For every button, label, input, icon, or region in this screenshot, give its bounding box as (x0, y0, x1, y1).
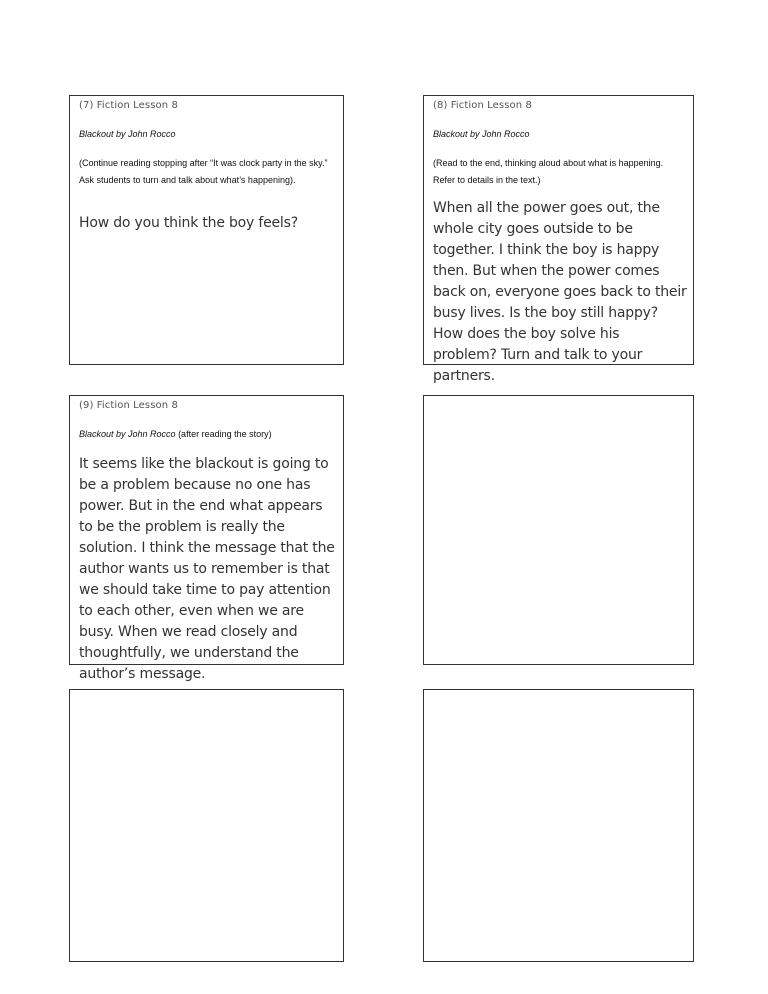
book-suffix: (after reading the story) (175, 429, 272, 439)
card-header: (7) Fiction Lesson 8 (79, 100, 178, 111)
discussion-prompt: When all the power goes out, the whole city goes outside to be together. I think the boy is happy then. But when the power comes back on, everyone goes back to their busy lives. Is the boy still happy? How does the boy solve his problem? Turn and talk to your partners. (433, 200, 687, 384)
discussion-prompt: How do you think the boy feels? (79, 215, 298, 231)
discussion-prompt: It seems like the blackout is going to be a problem because no one has power. But in the end what appears to be the problem is really the solution. I think the message that the author wants us to remember is that we should take time to pay attention to each other, even when we are busy. When we read closely and thoughtfully, we understand the author’s message. (79, 456, 335, 682)
teacher-instructions: (Continue reading stopping after “It was clock party in the sky.” Ask students to turn and talk about what’s happening). (79, 158, 328, 185)
teacher-instructions: (Read to the end, thinking aloud about what is happening. Refer to details in the text.) (433, 158, 664, 185)
book-title: Blackout by John Rocco (79, 129, 176, 139)
card-header: (8) Fiction Lesson 8 (433, 100, 532, 111)
blank-card (423, 395, 694, 665)
book-line (79, 129, 176, 139)
book-title: Blackout by John Rocco (79, 429, 176, 439)
lesson-card-9 (69, 395, 344, 682)
blank-card (69, 689, 344, 962)
card-header: (9) Fiction Lesson 8 (79, 400, 178, 411)
lesson-card-7 (69, 95, 344, 365)
book-line (79, 429, 272, 439)
lesson-card-8 (423, 95, 694, 384)
blank-card (423, 689, 694, 962)
book-title: Blackout by John Rocco (433, 129, 530, 139)
book-line (433, 129, 530, 139)
